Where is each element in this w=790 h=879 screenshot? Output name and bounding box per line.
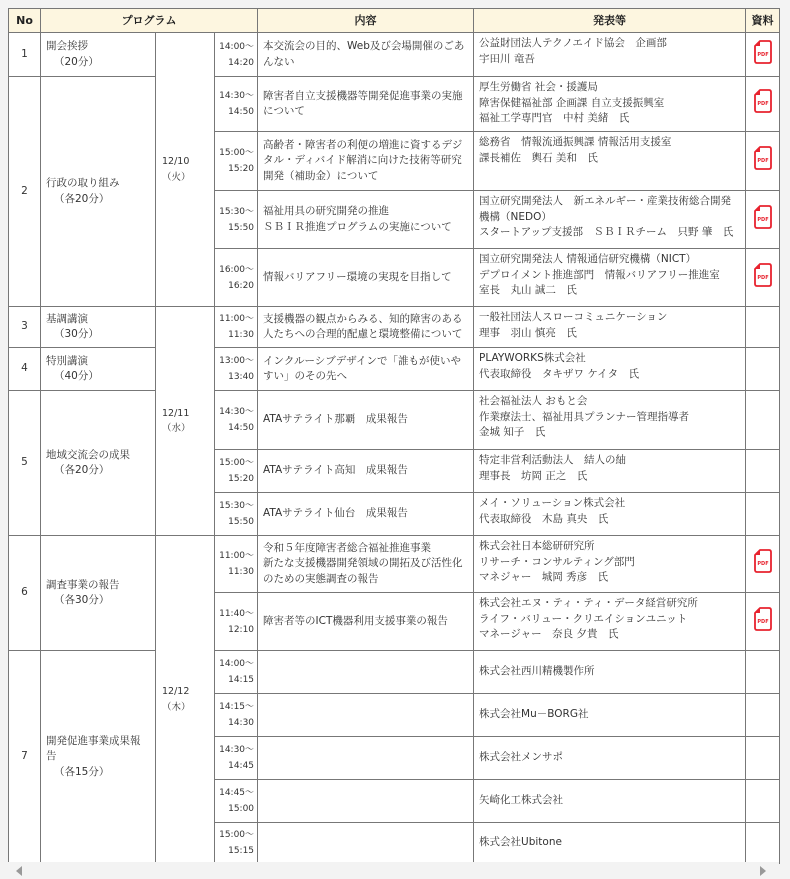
time-start: 14:30～ xyxy=(219,407,255,417)
session-content xyxy=(258,348,474,391)
table-row xyxy=(9,307,780,348)
scroll-left-arrow-icon[interactable] xyxy=(16,866,22,876)
presenter-line: 室長 丸山 誠二 氏 xyxy=(479,284,577,296)
table-header-row xyxy=(9,9,780,33)
session-content xyxy=(258,77,474,132)
pdf-download-icon[interactable] xyxy=(754,549,772,573)
presenter-line: 国立研究開発法人 新エネルギー・産業技術総合開発機構（NEDO） xyxy=(479,195,732,223)
time-start: 14:30～ xyxy=(219,91,255,101)
presenter xyxy=(474,132,746,191)
time-end: 12:10 xyxy=(228,624,255,635)
time-slot xyxy=(215,450,258,493)
content-line: 障害者自立支援機器等開発促進事業の実施について xyxy=(263,89,463,117)
program-duration: （20分） xyxy=(54,55,99,68)
horizontal-scrollbar[interactable] xyxy=(8,862,779,879)
presenter-line: 株式会社Mu－BORG社 xyxy=(479,708,589,721)
header-program: プログラム xyxy=(41,9,258,33)
pdf-download-icon[interactable] xyxy=(754,146,772,170)
program-title: 基調講演 xyxy=(46,312,88,325)
presenter xyxy=(474,450,746,493)
material-cell xyxy=(746,823,780,864)
presenter-line: 株式会社日本総研研究所 xyxy=(479,540,595,552)
presenter-line: 一般社団法人スローコミュニケーション xyxy=(479,311,668,323)
time-start: 16:00～ xyxy=(219,264,255,275)
svg-text:PDF: PDF xyxy=(756,216,769,223)
presenter-line: PLAYWORKS株式会社 xyxy=(479,352,586,364)
presenter-line: 総務省 情報流通振興課 情報活用支援室 xyxy=(479,136,672,148)
content-line: 福祉用具の研究開発の推進 xyxy=(263,205,390,217)
pdf-download-icon[interactable] xyxy=(754,205,772,229)
session-content xyxy=(258,737,474,780)
presenter-line: 特定非営利活動法人 結人の紬 xyxy=(479,454,627,466)
time-slot xyxy=(215,307,258,348)
svg-text:PDF: PDF xyxy=(756,274,769,281)
program-number: 5 xyxy=(9,391,41,536)
presenter-line: 代表取締役 タキザワ ケイタ 氏 xyxy=(479,367,640,380)
time-slot xyxy=(215,536,258,593)
time-end: 15:20 xyxy=(228,164,255,174)
pdf-download-icon[interactable] xyxy=(754,89,772,113)
session-content xyxy=(258,651,474,694)
header-no: No xyxy=(9,9,41,33)
session-content xyxy=(258,191,474,249)
program-title: 調査事業の報告 xyxy=(46,578,120,591)
time-slot xyxy=(215,780,258,823)
content-line: ATAサテライト那覇 成果報告 xyxy=(263,413,408,426)
presenter-line: 代表取締役 木島 真央 氏 xyxy=(479,512,609,525)
svg-text:PDF: PDF xyxy=(756,51,769,58)
presenter-line: 課長補佐 輿石 美和 氏 xyxy=(479,151,598,164)
material-cell xyxy=(746,593,780,651)
time-start: 15:00～ xyxy=(219,830,255,840)
session-content xyxy=(258,450,474,493)
presenter xyxy=(474,307,746,348)
program-title: 行政の取り組み xyxy=(46,177,120,189)
presenter-line: 作業療法士、福祉用具プランナー管理指導者 xyxy=(479,410,690,423)
material-cell xyxy=(746,651,780,694)
session-content xyxy=(258,823,474,864)
time-slot xyxy=(215,249,258,307)
presenter xyxy=(474,694,746,737)
time-end: 15:20 xyxy=(228,474,255,484)
program-title: 特別講演 xyxy=(46,354,88,367)
program-number: 2 xyxy=(9,77,41,307)
time-start: 14:30～ xyxy=(219,745,255,755)
time-slot xyxy=(215,593,258,651)
time-end: 14:15 xyxy=(228,675,255,685)
program-title-cell xyxy=(41,307,156,348)
scroll-right-arrow-icon[interactable] xyxy=(760,866,766,876)
schedule-table-container xyxy=(8,8,779,864)
presenter-line: 公益財団法人テクノエイド協会 企画部 xyxy=(479,37,667,49)
time-start: 14:00～ xyxy=(219,659,255,669)
time-end: 15:50 xyxy=(228,222,255,233)
time-slot xyxy=(215,77,258,132)
time-slot xyxy=(215,493,258,536)
time-slot xyxy=(215,348,258,391)
table-row xyxy=(9,391,780,450)
presenter xyxy=(474,780,746,823)
material-cell xyxy=(746,77,780,132)
svg-text:PDF: PDF xyxy=(756,101,769,108)
session-content xyxy=(258,307,474,348)
presenter-line: デプロイメント推進部門 情報バリアフリー推進室 xyxy=(479,268,720,281)
content-line: 障害者等のICT機器利用支援事業の報告 xyxy=(263,614,448,627)
time-start: 11:00～ xyxy=(219,551,255,561)
time-slot xyxy=(215,737,258,780)
presenter xyxy=(474,593,746,651)
session-content xyxy=(258,33,474,77)
pdf-download-icon[interactable] xyxy=(754,263,772,287)
program-number: 7 xyxy=(9,651,41,864)
presenter-line: 福祉工学専門官 中村 美緒 氏 xyxy=(479,112,630,124)
table-row xyxy=(9,77,780,132)
table-row xyxy=(9,651,780,694)
content-line: ＳＢＩＲ推進プログラムの実施について xyxy=(263,220,452,233)
material-cell xyxy=(746,132,780,191)
material-cell xyxy=(746,33,780,77)
table-row xyxy=(9,33,780,77)
presenter-line: 株式会社メンサポ xyxy=(479,751,564,764)
presenter-line: 宇田川 竜吾 xyxy=(479,52,535,65)
material-cell xyxy=(746,249,780,307)
content-line: ATAサテライト高知 成果報告 xyxy=(263,464,408,477)
time-start: 15:00～ xyxy=(219,148,255,158)
presenter xyxy=(474,348,746,391)
presenter xyxy=(474,536,746,593)
presenter xyxy=(474,493,746,536)
svg-text:PDF: PDF xyxy=(756,561,769,568)
time-start: 14:00～ xyxy=(219,41,255,52)
session-content xyxy=(258,593,474,651)
header-content: 内容 xyxy=(258,9,474,33)
presenter-line: 国立研究開発法人 情報通信研究機構（NICT） xyxy=(479,253,697,265)
content-line: ATAサテライト仙台 成果報告 xyxy=(263,507,408,520)
header-presenter: 発表等 xyxy=(474,9,746,33)
time-slot xyxy=(215,391,258,450)
presenter xyxy=(474,823,746,864)
time-end: 14:50 xyxy=(228,423,255,433)
program-title-cell xyxy=(41,348,156,391)
content-line: 令和５年度障害者総合福祉推進事業 xyxy=(263,541,432,554)
presenter xyxy=(474,651,746,694)
content-line: インクルーシブデザインで「誰もが使いやすい」のその先へ xyxy=(263,354,462,382)
time-end: 14:20 xyxy=(228,57,255,68)
presenter xyxy=(474,391,746,450)
time-start: 13:00～ xyxy=(219,356,255,366)
material-cell xyxy=(746,191,780,249)
svg-text:PDF: PDF xyxy=(756,618,769,625)
time-start: 14:45～ xyxy=(219,788,255,798)
time-end: 14:50 xyxy=(228,107,255,117)
session-content xyxy=(258,694,474,737)
time-slot xyxy=(215,694,258,737)
session-content xyxy=(258,249,474,307)
program-title-cell xyxy=(41,536,156,651)
time-end: 14:45 xyxy=(228,761,255,771)
content-line: 支援機器の観点からみる、知的障害のある人たちへの合理的配慮と環境整備について xyxy=(263,312,463,340)
content-line: 本交流会の目的、Web及び会場開催のごあんない xyxy=(263,40,465,68)
presenter-line: リサーチ・コンサルティング部門 xyxy=(479,555,635,568)
presenter xyxy=(474,33,746,77)
time-end: 11:30 xyxy=(228,567,255,577)
time-start: 11:40～ xyxy=(219,608,255,619)
presenter-line: 株式会社エヌ・ティ・ティ・データ経営研究所 xyxy=(479,597,698,609)
session-content xyxy=(258,536,474,593)
presenter-line: 社会福祉法人 おもと会 xyxy=(479,395,588,407)
program-number: 3 xyxy=(9,307,41,348)
time-slot xyxy=(215,191,258,249)
material-cell xyxy=(746,780,780,823)
session-content xyxy=(258,391,474,450)
table-row xyxy=(9,536,780,593)
time-start: 11:00～ xyxy=(219,314,255,324)
material-cell xyxy=(746,536,780,593)
program-title-cell xyxy=(41,651,156,864)
time-start: 15:30～ xyxy=(219,206,255,217)
time-slot xyxy=(215,132,258,191)
time-end: 15:50 xyxy=(228,517,255,527)
content-line: 情報バリアフリー環境の実現を目指して xyxy=(263,270,452,283)
program-title: 開発促進事業成果報告 xyxy=(46,734,141,763)
time-slot xyxy=(215,651,258,694)
material-cell xyxy=(746,391,780,450)
material-cell xyxy=(746,307,780,348)
material-cell xyxy=(746,450,780,493)
header-material: 資料 xyxy=(746,9,780,33)
presenter-line: メイ・ソリューション株式会社 xyxy=(479,497,626,509)
time-slot xyxy=(215,823,258,864)
table-row xyxy=(9,348,780,391)
presenter-line: 厚生労働省 社会・援護局 xyxy=(479,81,598,93)
schedule-table xyxy=(8,8,780,864)
material-cell xyxy=(746,694,780,737)
time-end: 13:40 xyxy=(228,372,255,382)
presenter-line: マネジャー 城岡 秀彦 氏 xyxy=(479,571,609,583)
program-duration: （各20分） xyxy=(54,192,110,205)
session-date: 12/12（木） xyxy=(156,536,215,864)
presenter xyxy=(474,249,746,307)
presenter-line: 理事 羽山 慎亮 氏 xyxy=(479,326,577,339)
presenter-line: 金城 知子 氏 xyxy=(479,426,546,438)
presenter xyxy=(474,77,746,132)
program-number: 1 xyxy=(9,33,41,77)
pdf-download-icon[interactable] xyxy=(754,40,772,64)
program-title: 開会挨拶 xyxy=(46,40,88,52)
session-content xyxy=(258,493,474,536)
content-line: 新たな支援機器開発領域の開拓及び活性化のための実態調査の報告 xyxy=(263,557,463,585)
program-number: 6 xyxy=(9,536,41,651)
program-title-cell xyxy=(41,77,156,307)
svg-text:PDF: PDF xyxy=(756,158,769,165)
session-date: 12/10（火） xyxy=(156,33,215,307)
session-content xyxy=(258,780,474,823)
material-cell xyxy=(746,737,780,780)
material-cell xyxy=(746,348,780,391)
session-content xyxy=(258,132,474,191)
presenter xyxy=(474,191,746,249)
presenter-line: 矢崎化工株式会社 xyxy=(479,794,564,807)
time-slot xyxy=(215,33,258,77)
presenter xyxy=(474,737,746,780)
presenter-line: 株式会社Ubitone xyxy=(479,836,562,849)
time-end: 16:20 xyxy=(228,280,255,291)
program-duration: （各20分） xyxy=(54,464,110,476)
program-duration: （40分） xyxy=(54,370,99,382)
program-title-cell xyxy=(41,33,156,77)
time-start: 15:30～ xyxy=(219,501,255,511)
session-date: 12/11（水） xyxy=(156,307,215,536)
presenter-line: マネージャー 奈良 夕貴 氏 xyxy=(479,628,619,640)
program-duration: （各30分） xyxy=(54,594,110,606)
time-start: 15:00～ xyxy=(219,458,255,468)
time-end: 15:00 xyxy=(228,804,255,814)
material-cell xyxy=(746,493,780,536)
pdf-download-icon[interactable] xyxy=(754,607,772,631)
time-start: 14:15～ xyxy=(219,702,255,712)
program-title-cell xyxy=(41,391,156,536)
program-duration: （30分） xyxy=(54,328,99,340)
program-duration: （各15分） xyxy=(54,765,110,778)
content-line: 高齢者・障害者の利便の増進に資するデジタル・ディバイド解消に向けた技術等研究開発（補助金）について xyxy=(263,138,463,182)
presenter-line: 理事長 坊岡 正之 氏 xyxy=(479,469,588,482)
presenter-line: ライフ・バリュー・クリエイションユニット xyxy=(479,612,688,625)
program-title: 地域交流会の成果 xyxy=(46,448,130,461)
presenter-line: スタートアップ支援部 ＳＢＩＲチーム 只野 肇 氏 xyxy=(479,226,734,238)
time-end: 11:30 xyxy=(228,330,255,340)
time-end: 15:15 xyxy=(228,846,255,856)
time-end: 14:30 xyxy=(228,718,255,728)
program-number: 4 xyxy=(9,348,41,391)
presenter-line: 障害保健福祉部 企画課 自立支援振興室 xyxy=(479,96,665,109)
presenter-line: 株式会社西川精機製作所 xyxy=(479,665,595,678)
